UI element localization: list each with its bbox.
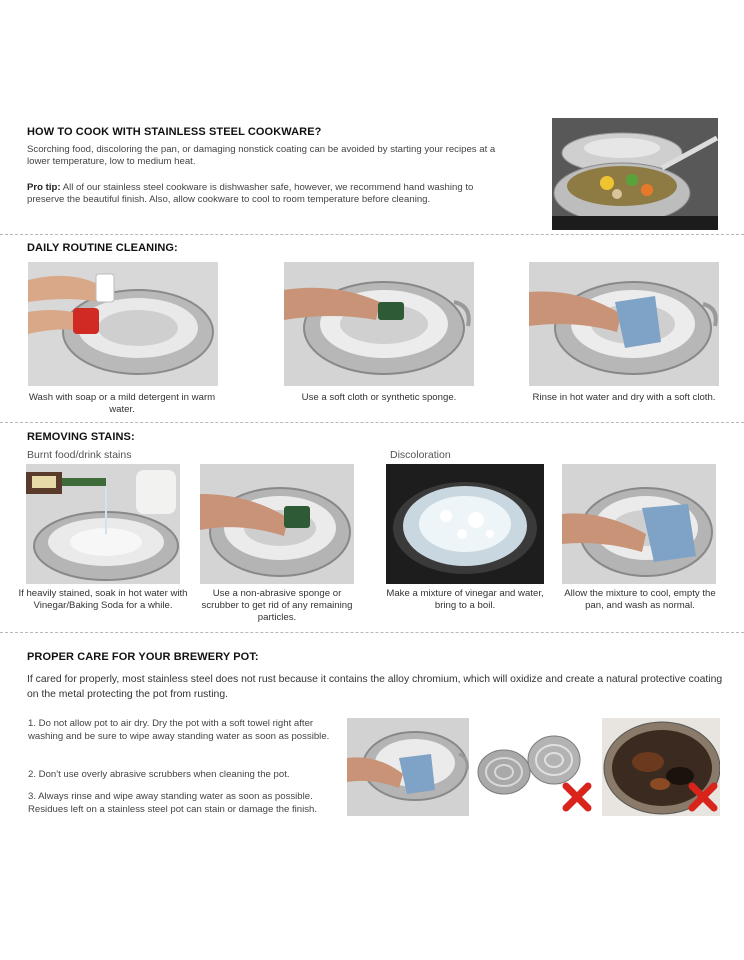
discoloration-label: Discoloration: [390, 449, 451, 461]
steel-wool-photo: [474, 718, 596, 816]
boiling-water-photo: [386, 464, 544, 584]
section-divider: [0, 234, 744, 235]
stains-caption-1: If heavily stained, soak in hot water with Vinegar/Baking Soda for a while.: [18, 588, 188, 611]
rinse-dry-photo: [529, 262, 719, 386]
burnt-label: Burnt food/drink stains: [27, 449, 132, 461]
daily-caption-1: Wash with soap or a mild detergent in warm water.: [28, 392, 216, 415]
care-paragraph: If cared for properly, most stainless steel does not rust because it contains the alloy chromium, which will oxidize and create a natural protective coating on the metal protecting the pot from rusting.: [27, 674, 723, 700]
care-item-3: 3. Always rinse and wipe away standing water as soon as possible. Residues left on a stainless steel pot can stain or damage the finish.: [28, 791, 318, 815]
section-divider: [0, 632, 744, 633]
cool-wash-photo: [562, 464, 716, 584]
stains-caption-2: Use a non-abrasive sponge or scrubber to get rid of any remaining particles.: [201, 588, 353, 623]
wok-cooking-photo: [552, 118, 718, 230]
daily-caption-2: Use a soft cloth or synthetic sponge.: [301, 392, 457, 403]
soak-vinegar-photo: [26, 464, 180, 584]
red-x-icon: [560, 780, 594, 814]
burnt-pan-photo: [602, 718, 720, 816]
daily-caption-3: Rinse in hot water and dry with a soft cloth.: [532, 392, 716, 403]
stains-caption-4: Allow the mixture to cool, empty the pan, and wash as normal.: [564, 588, 716, 611]
daily-heading: DAILY ROUTINE CLEANING:: [27, 242, 178, 254]
pro-tip: [27, 182, 497, 206]
care-heading: PROPER CARE FOR YOUR BREWERY POT:: [27, 651, 259, 663]
pro-tip-label: Pro tip:: [27, 182, 61, 193]
stains-heading: REMOVING STAINS:: [27, 431, 135, 443]
section-divider: [0, 422, 744, 423]
pro-tip-text: All of our stainless steel cookware is dishwasher safe, however, we recommend hand washing to preserve the beautiful finish. Also, allow cookware to cool to room temperature before cleaning.: [27, 182, 474, 205]
red-x-icon: [686, 780, 720, 814]
intro-paragraph: Scorching food, discoloring the pan, or damaging nonstick coating can be avoided by starting your recipes at a lower temperature, low to medium heat.: [27, 144, 496, 167]
towel-dry-photo: [347, 718, 469, 816]
soft-sponge-photo: [284, 262, 474, 386]
non-abrasive-sponge-photo: [200, 464, 354, 584]
wash-soap-photo: [28, 262, 218, 386]
care-item-1: 1. Do not allow pot to air dry. Dry the pot with a soft towel right after washing and be sure to wipe away standing water as soon as possible.: [28, 718, 330, 742]
intro-heading: HOW TO COOK WITH STAINLESS STEEL COOKWARE?: [27, 126, 322, 138]
care-item-2: 2. Don't use overly abrasive scrubbers when cleaning the pot.: [28, 769, 290, 780]
stains-caption-3: Make a mixture of vinegar and water, bring to a boil.: [386, 588, 544, 611]
